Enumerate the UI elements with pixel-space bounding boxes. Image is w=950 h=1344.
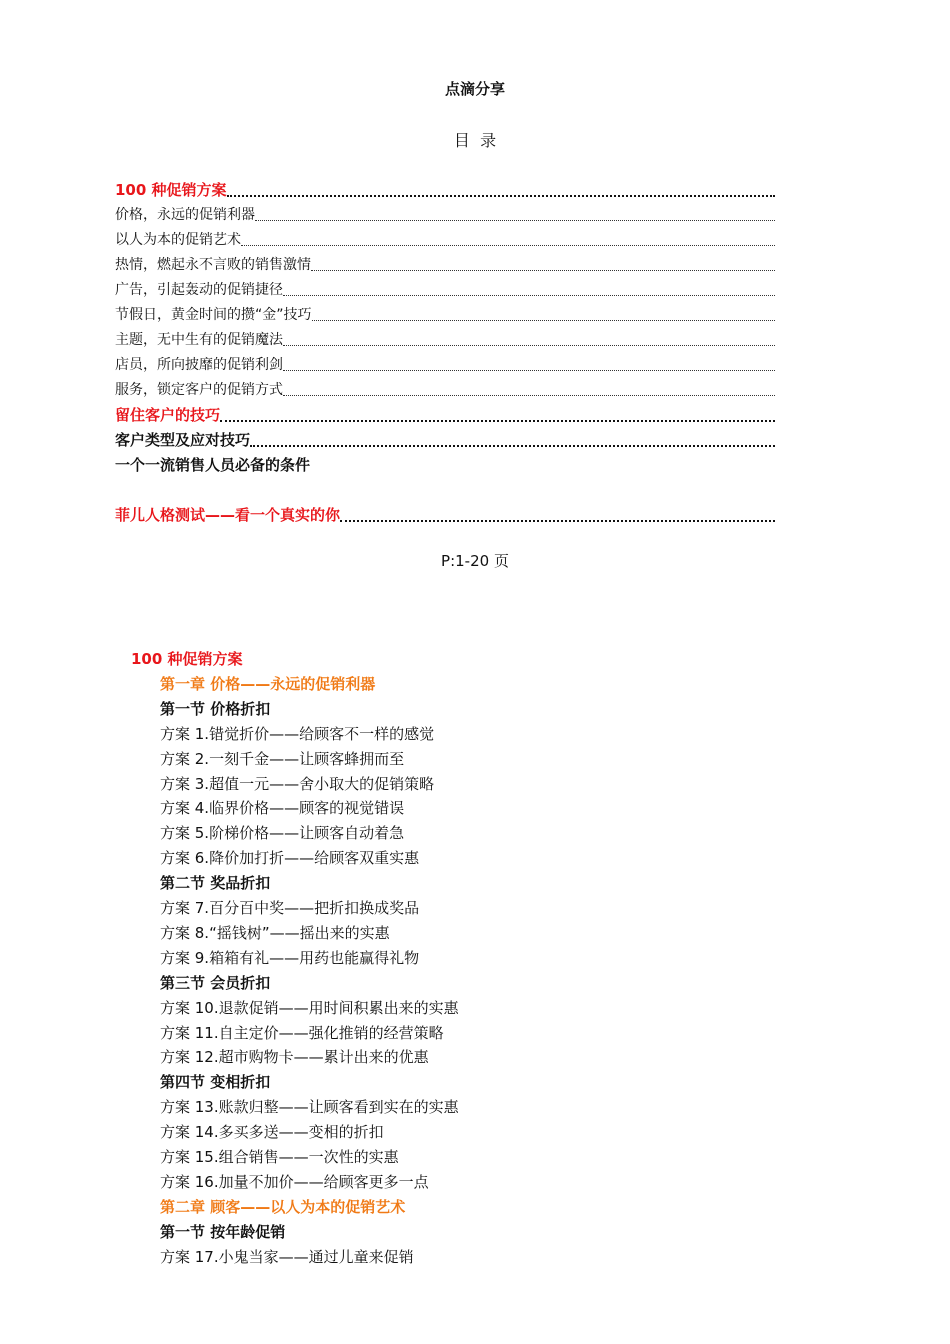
- outline-book-title: 100 种促销方案: [131, 650, 243, 668]
- toc-entry[interactable]: [115, 350, 775, 375]
- toc-entry[interactable]: [115, 450, 775, 475]
- toc-spacer: [115, 475, 775, 500]
- toc-entry-label: 一个一流销售人员必备的条件: [115, 456, 311, 474]
- outline-item: 方案 12.超市购物卡——累计出来的优惠: [160, 1048, 429, 1067]
- outline-item: 方案 10.退款促销——用时间积累出来的实惠: [160, 998, 459, 1017]
- toc-dot-leader: [241, 231, 775, 246]
- toc-entry-label: 菲儿人格测试——看一个真实的你: [115, 506, 341, 524]
- toc-entry-label: 热情，燃起永不言败的销售激情: [115, 257, 311, 273]
- page-range: P:1-20 页: [441, 552, 509, 570]
- outline-chapter: 第二章 顾客——以人为本的促销艺术: [160, 1197, 406, 1216]
- table-of-contents: [115, 175, 775, 525]
- toc-dot-leader: [283, 381, 775, 396]
- toc-dot-leader: [312, 306, 775, 321]
- toc-entry[interactable]: [115, 375, 775, 400]
- toc-entry-label: 以人为本的促销艺术: [115, 232, 241, 248]
- outline-section: 第一节 价格折扣: [160, 699, 271, 718]
- outline-item: 方案 2.一刻千金——让顾客蜂拥而至: [160, 749, 405, 768]
- toc-dot-leader: [283, 281, 775, 296]
- toc-entry[interactable]: [115, 175, 775, 200]
- outline-item: 方案 11.自主定价——强化推销的经营策略: [160, 1023, 444, 1042]
- outline-section: 第二节 奖品折扣: [160, 874, 271, 893]
- outline-item: 方案 3.超值一元——舍小取大的促销策略: [160, 774, 435, 793]
- toc-entry-label: 价格，永远的促销利器: [115, 207, 255, 223]
- toc-entry[interactable]: [115, 325, 775, 350]
- toc-entry-label: 100 种促销方案: [115, 181, 227, 199]
- outline-item: 方案 6.降价加打折——给顾客双重实惠: [160, 849, 420, 868]
- toc-entry-label: 节假日，黄金时间的攒“金”技巧: [115, 307, 312, 323]
- outline-item: 方案 9.箱箱有礼——用药也能赢得礼物: [160, 948, 420, 967]
- toc-entry[interactable]: [115, 225, 775, 250]
- toc-entry[interactable]: [115, 300, 775, 325]
- toc-entry-label: 广告，引起轰动的促销捷径: [115, 282, 283, 298]
- outline-section: 第四节 变相折扣: [160, 1073, 271, 1092]
- toc-dot-leader: [311, 256, 775, 271]
- toc-entry[interactable]: [115, 400, 775, 425]
- outline-item: 方案 17.小鬼当家——通过儿童来促销: [160, 1247, 414, 1266]
- toc-dot-leader: [283, 331, 775, 346]
- outline-chapter: 第一章 价格——永远的促销利器: [160, 674, 376, 693]
- outline-section: 第一节 按年龄促销: [160, 1222, 286, 1241]
- outline-item: 方案 14.多买多送——变相的折扣: [160, 1123, 384, 1142]
- toc-heading: 目 录: [453, 131, 497, 150]
- toc-entry[interactable]: [115, 200, 775, 225]
- outline-item: 方案 13.账款归整——让顾客看到实在的实惠: [160, 1098, 459, 1117]
- outline-section: 第三节 会员折扣: [160, 973, 271, 992]
- toc-dot-leader: [340, 506, 775, 522]
- toc-entry-label: 店员，所向披靡的促销利剑: [115, 357, 283, 373]
- outline-item: 方案 5.阶梯价格——让顾客自动着急: [160, 824, 405, 843]
- toc-entry-label: 客户类型及应对技巧: [115, 431, 251, 449]
- outline-item: 方案 15.组合销售——一次性的实惠: [160, 1148, 399, 1166]
- toc-entry-label: 主题，无中生有的促销魔法: [115, 332, 283, 348]
- toc-dot-leader: [220, 406, 775, 422]
- toc-entry[interactable]: [115, 425, 775, 450]
- toc-entry-label: 服务，锁定客户的促销方式: [115, 382, 283, 398]
- toc-entry[interactable]: [115, 250, 775, 275]
- outline-item: 方案 7.百分百中奖——把折扣换成奖品: [160, 899, 420, 917]
- page-title: 点滴分享: [444, 80, 505, 98]
- toc-dot-leader: [250, 431, 775, 447]
- toc-dot-leader: [227, 181, 775, 197]
- outline-item: 方案 4.临界价格——顾客的视觉错误: [160, 799, 405, 818]
- outline-item: 方案 8.“摇钱树”——摇出来的实惠: [160, 923, 390, 942]
- outline-item: 方案 1.错觉折价——给顾客不一样的感觉: [160, 724, 435, 743]
- toc-entry-label: 留住客户的技巧: [115, 406, 221, 424]
- outline-item: 方案 16.加量不加价——给顾客更多一点: [160, 1172, 429, 1191]
- toc-dot-leader: [283, 356, 775, 371]
- toc-entry[interactable]: [115, 275, 775, 300]
- toc-dot-leader: [255, 206, 775, 221]
- toc-entry[interactable]: [115, 500, 775, 525]
